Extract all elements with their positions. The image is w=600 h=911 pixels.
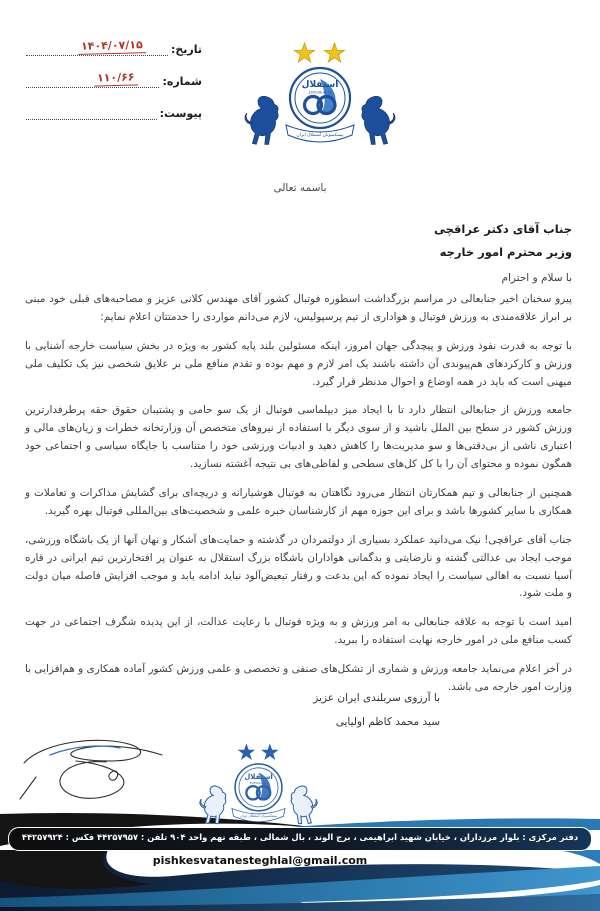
club-name: استقلال [244,771,273,781]
recipient-title: وزیر محترم امور خارجه [439,245,572,259]
attachment-line [26,106,157,120]
esteghlal-crest-bottom [196,742,321,828]
body-paragraph: همچنین از جنابعالی و تیم همکارتان انتظار می‌رود نگاهتان به فوتبال هوشیارانه و دریچه‌ای برای گشایش مذاکرات و تعاملات و همکاری با سایر کشورها باشد و برای این حوزه مهم از کارشناسان خبره علمی و شخصیت‌های بین‌المللی فوتبال بهره گیرید. [25,487,572,517]
body-paragraph: جامعه ورزش از جنابعالی انتظار دارد تا با ایجاد میز دیپلماسی فوتبال از یک سو حامی و پشتیبان حقوق حقه پرطرفدارترین ورزش کشور در سطح بین الملل باشید و از سوی دیگر با استفاده از نیروهای متخصص آن وزارتخانه خطرات و زیان‌های مالی و اعتباری ناشی از بی‌دقتی‌ها و سو مدیریت‌ها را کاهش دهید و ادبیات ورزشی خود را متناسب با جایگاه سیاسی و اجتماعی خود همگون نموده و محتوای آن را با کل کل‌های سطحی و لفاظی‌های بی نتیجه آغشته نسازید. [25,404,572,471]
body-paragraph: جناب آقای عراقچی! نیک می‌دانید عملکرد بسیاری از دولتمردان در گذشته و حمایت‌های آشکار و نهان آنها از یک باشگاه ورزشی، موجب ایجاد بی عدالتی گشته و نارضایتی و بدگمانی هواداران باشگاه بزرگ استقلال به عنوان پر افتخارترین تیم ایرانی در قاره آسیا نسبت به اهالی سیاست را ایجاد نموده که این بدعت و رفتار تبعیض‌آلود نباید ادامه یابد و موجب افزایش فاصله میان دولت و ملت شود. [25,533,572,600]
star-icon [325,43,345,62]
email-address: pishkesvatanesteghlal@gmail.com [152,854,368,867]
reference-fields [26,40,202,136]
lion-icon [291,786,317,824]
date-line [26,38,168,56]
body-paragraph: با توجه به قدرت نفوذ ورزش و پیچدگی جهان امروز، اینکه مسئولین بلند پایه کشور به ویژه در بخش سیاست خارجه آشنایی با ورزش و کارکردهای هم‌پیوندی آن داشته باشند یک امر لازم و مهم بوده و تقدم منافع ملی بر علایق شخصی نیز یک تکلیف ملی میهنی است که باید در همه اوضاع و احوال مدنظر قرار گیرد. [25,339,572,388]
esteghlal-crest-top [240,40,400,150]
letter-body [25,291,572,708]
office-address-bar: دفتر مرکزی : بلوار مرزداران ، خیابان شهید ابراهیمی ، برج الوند ، بال شمالی ، طبقه نهم واحد ۹۰۴ تلفن : ۴۴۲۵۷۹۵۷ فکس : ۴۴۲۵۷۹۲۴ [8,827,592,851]
date-row [26,40,202,56]
star-icon [239,744,255,759]
salutation: با سلام و احترام [501,272,572,284]
crest-banner-text: پیشکسوتان استقلال ایران [296,133,344,138]
besmellah: باسمه تعالی [273,182,327,194]
club-name-latin: ESTEGHLAL F.C. [248,781,269,785]
body-paragraph: امید است با توجه به علاقه جنابعالی به امر ورزش و به ویژه فوتبال با رعایت عدالت، از این پدیده شگرف اجتماعی در جهت کسب منافع ملی در امور خارجه نهایت استفاده را ببرید. [25,616,572,647]
recipient-name: جناب آقای دکتر عراقچی [433,222,572,236]
date-label: تاریخ: [170,43,202,56]
handwritten-signature [16,733,171,811]
club-name: استقلال [301,80,339,90]
club-name-latin: ESTEGHLAL F.C. [307,90,333,95]
recipient-block [434,218,572,264]
club-badge [290,68,350,128]
number-label: شماره: [162,75,202,88]
lion-icon [362,96,395,144]
number-row [26,72,202,88]
star-icon [295,43,315,62]
lion-icon [200,786,226,824]
number-line [26,70,159,88]
number-value: ۱۱۰/۶۶ [94,70,138,86]
star-icon [262,744,278,759]
date-value: ۱۴۰۴/۰۷/۱۵ [78,38,146,55]
lion-icon [245,96,278,144]
closing-block [313,692,440,728]
attachment-row [26,104,202,120]
attachment-label: پیوست: [159,107,202,120]
club-badge [235,764,282,811]
signatory-name: سید محمد کاظم اولیایی [335,716,440,728]
body-paragraph: پیرو سخنان اخیر جنابعالی در مراسم بزرگداشت اسطوره فوتبال کشور آقای مهندس کلانی عزیز و مصاحبه‌های قبلی خود مبنی بر ابراز علاقه‌مندی به ورزش فوتبال و هواداری از تیم پرسپولیس، لازم می‌دانم مواردی را خدمتتان اعلام نمایم: [25,293,572,323]
closing-wish: با آرزوی سربلندی ایران عزیز [313,692,440,704]
crest-banner-text: پیشکسوتان استقلال ایران [240,814,277,819]
body-paragraph: در آخر اعلام می‌نماید جامعه ورزش و شماری از تشکل‌های صنفی و تخصصی و علمی ورزش کشور آماده همکاری و هم‌افزایی با وزارت امور خارجه می باشد. [25,663,572,694]
